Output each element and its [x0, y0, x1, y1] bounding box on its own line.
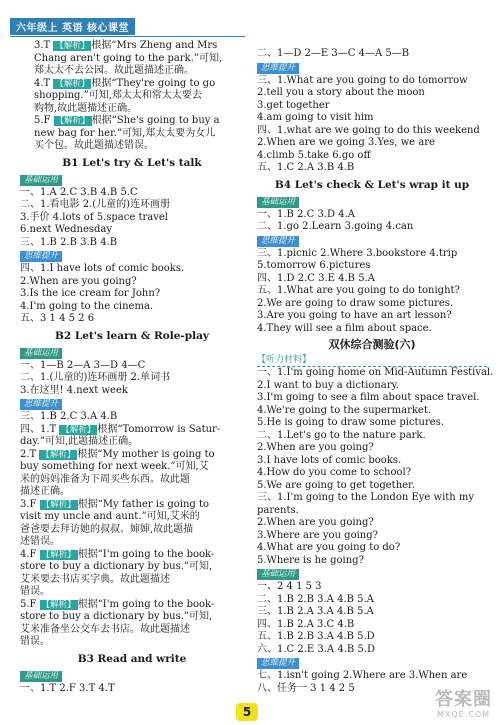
answer-line: 一、1.A 2.C 3.B 4.B 5.C: [20, 186, 138, 198]
answer-line: 爸爸要去拜访她的叔叔、婶婶,故此题描: [20, 523, 194, 535]
left-top-list: [20, 40, 244, 153]
answer-line: 五、3 1 4 5 2 6: [20, 313, 95, 324]
answer-line: 3.Is the ice cream for John?: [20, 288, 161, 299]
weekend-test-title: 双休综合测验(六): [328, 338, 416, 351]
answer-line: 3.I have lots of comic books.: [257, 454, 402, 466]
watermark-url: MXQE.COM: [436, 710, 491, 719]
answer-line: 2.When are we going 3.Yes, we are: [257, 137, 435, 148]
watermark-text: 答案圈: [435, 689, 492, 710]
basic-tag: 基础运用: [257, 197, 299, 208]
analysis-marker: 【解析】: [41, 499, 76, 510]
answer-line: 5.tomorrow 6.pictures: [257, 260, 371, 271]
answer-line: 三、1.I'm going to the London Eye with my: [257, 492, 475, 503]
answer-line: 3.Where are you going?: [257, 529, 379, 541]
analysis-marker: 【解析】: [41, 599, 76, 610]
answer-line: 二、1.Let's go to the nature park.: [257, 429, 426, 441]
b4-basic-list: [257, 209, 487, 234]
right-column: [257, 48, 494, 695]
answer-line: 4.T 【解析】 根据“They're going to go: [34, 77, 216, 89]
answer-line: 二、1.go 2.Learn 3.going 4.can: [257, 221, 414, 232]
answer-line: 4.How do you come to school?: [257, 467, 412, 478]
answer-line: 四、1.T 【解析】 根据“Tomorrow is Satur-: [20, 423, 221, 435]
answer-line: 二、1.B 2.B 3.A 4.B 5.A: [257, 593, 374, 605]
analysis-marker: 【解析】: [55, 116, 90, 126]
answer-line: 错误。: [20, 586, 50, 597]
answer-line: 4.What are you going to do?: [257, 542, 401, 553]
header-rule: [10, 36, 245, 37]
answer-line: 买个包。故此题描述错误。: [34, 140, 154, 151]
answer-line: 2.I want to buy a dictionary.: [257, 379, 399, 391]
answer-line: 3.F 【解析】 根据“My father is going to: [20, 498, 210, 510]
answer-line: 五、1.C 2.A 3.B 4.B: [257, 162, 355, 173]
analysis-marker: 【解析】: [55, 41, 90, 51]
answer-line: 4.am going to visit him: [257, 112, 374, 123]
answer-line: 2.When are you going?: [20, 275, 137, 287]
listening-list: [257, 367, 494, 567]
page-number: 5: [236, 703, 258, 721]
answer-line: 三、1.B 2.A 3.A 4.B 5.A: [257, 606, 374, 617]
answer-line: 3.在这里! 4.next week: [20, 384, 128, 396]
answer-line: 错误。: [20, 636, 50, 647]
answer-line: 3.T 【解析】 根据“Mrs Zheng and Mrs: [34, 40, 218, 51]
answer-line: 五、1.What are you going to do tonight?: [257, 285, 460, 296]
answer-line: visit my uncle and aunt.”可知,艾米的: [20, 511, 200, 522]
answer-line: 四、1.I have lots of comic books.: [20, 263, 185, 274]
weekend-basic-list: [257, 581, 487, 656]
answer-line: 三、1.picnic 2.Where 3.bookstore 4.trip: [257, 247, 458, 259]
listening-material-label: 【听力材料】: [257, 354, 487, 367]
answer-line: 一、1.B 2.C 3.D 4.A: [257, 208, 355, 220]
answer-line: 5.F 【解析】 根据“She's going to buy a: [34, 115, 220, 126]
b2-basic-list: [20, 360, 244, 398]
answer-line: 4.F 【解析】 根据“I'm going to the book-: [20, 548, 215, 560]
answer-line: 3.get together: [257, 99, 330, 111]
analysis-marker: 【解析】: [41, 549, 76, 560]
improve-tag: 思维提升: [257, 658, 299, 669]
page-header: [10, 18, 135, 35]
basic-tag: 基础运用: [20, 175, 62, 186]
answer-line: 四、1.what are we going to do this weekend: [257, 124, 480, 136]
answer-line: 五、1.B 2.B 3.A 4.B 5.D: [257, 631, 375, 642]
answer-line: 5.We are going to get together.: [257, 479, 415, 491]
answer-line: 四、1.B 2.A 3.C 4.B: [257, 618, 355, 630]
improve-tag: 思维提升: [257, 63, 299, 74]
answer-line: 郑太太不去公园。故此题描述正确。: [34, 65, 194, 76]
answer-line: 2.When are you going?: [257, 442, 374, 453]
improve-tag: 思维提升: [257, 236, 299, 247]
left-column: [20, 40, 244, 695]
answer-line: store to buy a dictionary by bus.”可知,: [20, 561, 213, 572]
b1-improve-list: [20, 263, 244, 326]
section-title-b2: B2 Let's learn & Role-play: [55, 329, 209, 342]
answer-line: 米的妈妈准备为下周买些东西。故此题: [20, 473, 190, 485]
watermark: [435, 690, 492, 719]
improve-tag: 思维提升: [20, 251, 62, 262]
section-title-b3: B3 Read and write: [77, 652, 187, 665]
answer-line: 3.手价 4.lots of 5.space travel: [20, 211, 168, 223]
answer-line: 6.next Wednesday: [20, 224, 113, 235]
basic-tag: 基础运用: [20, 348, 62, 359]
answer-line: store to buy a dictionary by bus.”可知,: [20, 611, 213, 622]
section-title-b1: B1 Let's try & Let's talk: [62, 156, 202, 169]
answer-line: 三、1.B 2.B 3.B 4.B: [20, 236, 118, 248]
answer-line: 艾米准备坐公交车去书店。故此题描述: [20, 623, 190, 635]
section-title-b4: B4 Let's check & Let's wrap it up: [274, 178, 470, 191]
answer-line: 2.We are going to draw some pictures.: [257, 297, 454, 309]
basic-tag: 基础运用: [257, 569, 299, 580]
answer-line: 2.When are you going?: [257, 517, 374, 528]
answer-line: 七、1.isn't going 2.Where are 3.When are: [257, 670, 468, 681]
answer-line: 4.We're going to the supermarket.: [257, 404, 432, 416]
analysis-marker: 【解析】: [41, 449, 76, 460]
answer-line: 2.tell you a story about the moon: [257, 87, 425, 98]
improve-list-1: [257, 75, 487, 175]
answer-line: 描述正确。: [20, 486, 70, 497]
answer-line: 一、2 4 1 5 3: [257, 581, 322, 592]
answer-line: 一、1—B 2—A 3—D 4—C: [20, 359, 146, 371]
answer-line: 一、1.I'm going home on Mid-Autumn Festival.: [257, 367, 494, 378]
analysis-marker: 【解析】: [55, 78, 90, 89]
answer-line: parents.: [257, 504, 299, 516]
improve-tag: 思维提升: [20, 399, 62, 410]
answer-line: 艾米要去书店买字典。故此题描述: [20, 573, 170, 585]
answer-line: buy something for next week.”可知,艾: [20, 461, 209, 472]
answer-line: 二、1.看电影 2.(儿童的)连环画册: [20, 199, 171, 210]
answer-line: 二、1.(儿童的)连环画册 2.单词书: [20, 372, 171, 383]
answer-line: new bag for her.”可知,郑太太要为女儿: [34, 127, 216, 139]
b1-basic-list: [20, 187, 244, 250]
answer-line: Chang aren't going to the park.”可知,: [34, 52, 223, 64]
answer-line: 三、1.What are you going to do tomorrow: [257, 74, 468, 86]
answer-line: 5.F 【解析】 根据“I'm going to the book-: [20, 598, 215, 610]
answer-line: 5.Where is he going?: [257, 554, 364, 566]
b3-basic-list: [20, 683, 244, 696]
answer-line: 一、1.T 2.F 3.T 4.T: [20, 682, 115, 694]
answer-line: 3.Are you going to have an art lesson?: [257, 310, 452, 321]
right-top-list: [257, 48, 487, 61]
b2-improve-list: [20, 411, 244, 649]
answer-line: 2.T 【解析】 根据“My mother is going to: [20, 448, 215, 460]
answer-line: 三、1.B 2.C 3.A 4.B: [20, 411, 118, 422]
answer-line: 3.I'm going to see a film about space travel.: [257, 392, 480, 403]
b4-improve-list: [257, 248, 487, 336]
answer-line: 5.He is going to draw some pictures.: [257, 417, 445, 428]
answer-line: 4.climb 5.take 6.go off: [257, 149, 371, 161]
answer-line: 四、1.D 2.C 3.E 4.B 5.A: [257, 272, 375, 284]
header-label: 六年级上 英语 核心课堂: [10, 18, 135, 35]
answer-line: 六、1.C 2.E 3.A 4.B 5.D: [257, 643, 375, 655]
answer-line: 购物,故此题描述正确。: [34, 102, 138, 114]
basic-tag: 基础运用: [20, 671, 62, 682]
answer-line: 二、1—D 2—E 3—C 4—A 5—B: [257, 48, 410, 59]
analysis-marker: 【解析】: [61, 424, 96, 435]
answer-line: 4.They will see a film about space.: [257, 322, 432, 334]
answer-line: shopping.”可知,郑太太和常太太要去: [34, 90, 202, 101]
answer-line: 述错误。: [20, 536, 60, 547]
answer-line: 八、任务一 3 1 4 2 5: [257, 682, 355, 694]
answer-line: 4.I'm going to the cinema.: [20, 300, 154, 312]
answer-line: day.”可知,此题描述正确。: [20, 436, 139, 447]
